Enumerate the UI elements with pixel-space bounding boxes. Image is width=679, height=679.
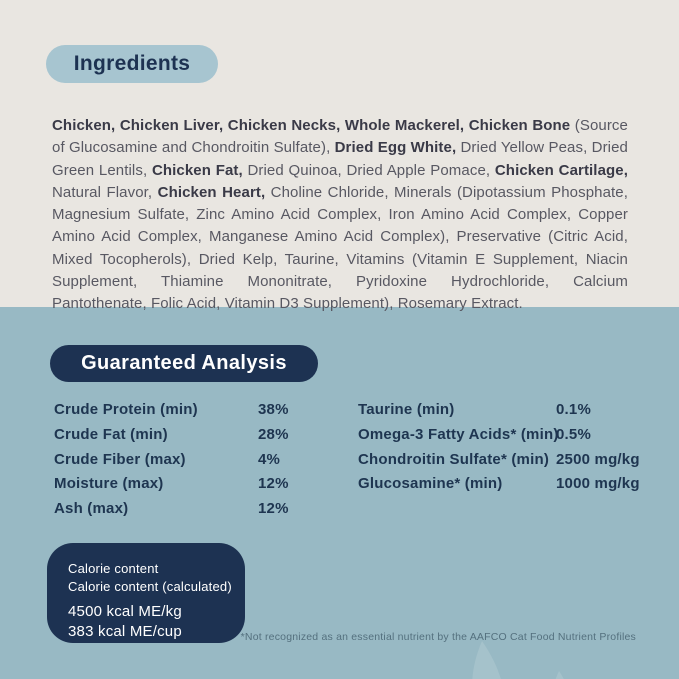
ingredient-segment: Chicken Fat,	[151, 161, 243, 179]
analysis-row	[54, 401, 354, 426]
ingredient-segment: Chicken Heart,	[157, 183, 266, 201]
calorie-content-calculated-label: Calorie content (calculated)	[68, 578, 232, 594]
ingredient-segment: Dried Quinoa, Dried Apple Pomace,	[242, 161, 495, 179]
analysis-value: 1000 mg/kg	[556, 475, 640, 493]
analysis-label: Ash (max)	[54, 500, 129, 518]
analysis-label: Crude Protein (min)	[54, 401, 198, 418]
analysis-label: Taurine (min)	[358, 401, 455, 418]
analysis-row	[358, 401, 658, 426]
guaranteed-analysis-title-pill	[50, 345, 318, 382]
analysis-label: Chondroitin Sulfate* (min)	[358, 450, 550, 468]
analysis-value: 0.5%	[556, 425, 591, 443]
analysis-label: Moisture (max)	[54, 475, 164, 493]
analysis-label: Omega-3 Fatty Acids* (min)	[358, 425, 559, 443]
analysis-value: 12%	[258, 475, 289, 493]
analysis-row	[54, 451, 354, 476]
analysis-label: Crude Fiber (max)	[54, 450, 186, 468]
analysis-row	[358, 451, 658, 476]
analysis-label: Glucosamine* (min)	[358, 475, 503, 493]
analysis-value: 28%	[258, 425, 289, 443]
analysis-value: 38%	[258, 401, 289, 418]
ingredients-title-pill	[46, 45, 218, 83]
analysis-value: 4%	[258, 450, 281, 468]
analysis-row	[358, 426, 658, 451]
calorie-kcal-per-cup: 383 kcal ME/cup	[68, 622, 182, 640]
calorie-content-label: Calorie content	[68, 561, 159, 576]
analysis-row	[54, 426, 354, 451]
aafco-footnote: *Not recognized as an essential nutrient by the AAFCO Cat Food Nutrient Profiles	[240, 631, 636, 643]
analysis-value: 0.1%	[556, 401, 591, 418]
ingredients-paragraph	[52, 115, 628, 316]
ingredient-segment: Chicken, Chicken Liver, Chicken Necks, Whole Mackerel, Chicken Bone	[52, 117, 571, 134]
ingredient-segment: Natural Flavor,	[52, 183, 158, 201]
analysis-column-left	[54, 401, 354, 525]
ingredients-title: Ingredients	[73, 52, 191, 75]
analysis-label: Crude Fat (min)	[54, 425, 168, 443]
ingredient-segment: (Source of Glucosamine and Chondroitin Sulfate),	[52, 117, 628, 157]
analysis-row	[54, 500, 354, 525]
ingredient-segment: Dried Egg White,	[334, 139, 457, 157]
analysis-row	[54, 475, 354, 500]
analysis-row	[358, 475, 658, 500]
guaranteed-analysis-title: Guaranteed Analysis	[81, 352, 287, 374]
calorie-kcal-per-kg: 4500 kcal ME/kg	[68, 603, 182, 620]
calorie-content-box	[47, 543, 245, 643]
ingredient-segment: Choline Chloride, Minerals (Dipotassium Phosphate, Magnesium Sulfate, Zinc Amino Acid Complex, Iron Amino Acid Complex, Copper Amino Acid Complex, Manganese Amino Acid Complex), Preservative (Citric Acid, Mixed Tocopherols), Dried Kelp, Taurine, Vitamins (Vitamin E Supplement, Niacin Supplement, Thiamine Mononitrate, Pyridoxine Hydrochloride, Calcium Pantothenate, Folic Acid, Vitamin D3 Supplement), Rosemary Extract.	[52, 183, 629, 313]
analysis-value: 12%	[258, 500, 289, 518]
ingredient-segment: Chicken Cartilage,	[494, 161, 628, 179]
ingredient-segment: Dried Yellow Peas, Dried Green Lentils,	[52, 139, 628, 179]
analysis-column-right	[358, 401, 658, 500]
analysis-value: 2500 mg/kg	[556, 450, 640, 468]
